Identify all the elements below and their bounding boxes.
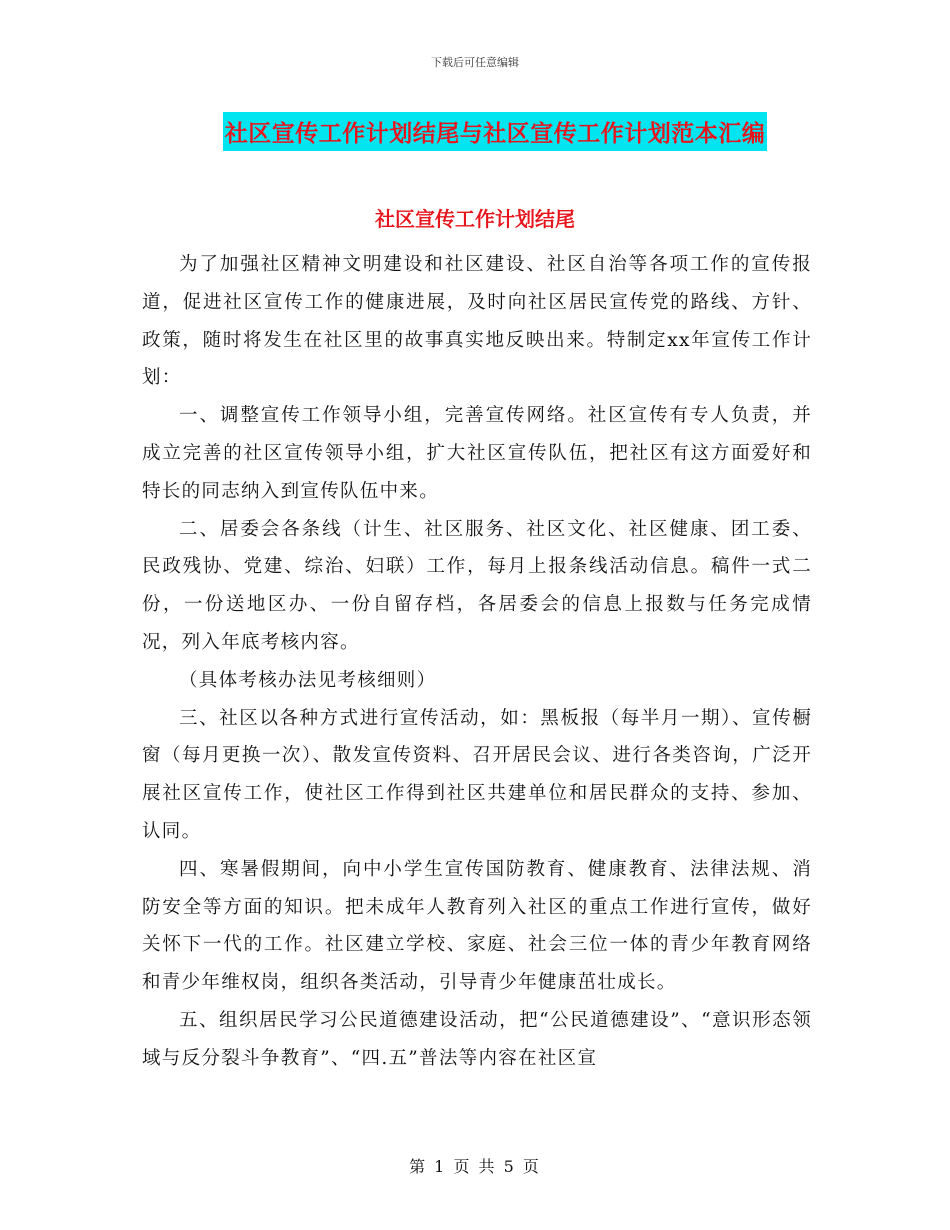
paragraph-item-4: 四、寒暑假期间，向中小学生宣传国防教育、健康教育、法律法规、消防安全等方面的知识。把未成年人教育列入社区的重点工作进行宣传，做好关怀下一代的工作。社区建立学校、家庭、社会三位一体的青少年教育网络和青少年维权岗，组织各类活动，引导青少年健康茁壮成长。: [142, 858, 812, 994]
paragraph-item-5: 五、组织居民学习公民道德建设活动，把“公民道德建设”、“意识形态领域与反分裂斗争教育”、“四.五”普法等内容在社区宣: [142, 1009, 812, 1069]
header-note: 下载后可任意编辑: [431, 56, 519, 69]
paragraph-intro: 为了加强社区精神文明建设和社区建设、社区自治等各项工作的宣传报道，促进社区宣传工作的健康进展，及时向社区居民宣传党的路线、方针、政策，随时将发生在社区里的故事真实地反映出来。特制定xx年宣传工作计划：: [142, 254, 812, 389]
document-title-wrap: [0, 112, 950, 151]
paragraph-item-1: 一、调整宣传工作领导小组，完善宣传网络。社区宣传有专人负责，并成立完善的社区宣传领导小组，扩大社区宣传队伍，把社区有这方面爱好和特长的同志纳入到宣传队伍中来。: [142, 405, 812, 502]
section-title: 社区宣传工作计划结尾: [375, 207, 575, 231]
paragraph-item-3: 三、社区以各种方式进行宣传活动，如：黑板报（每半月一期）、宣传橱窗（每月更换一次）、散发宣传资料、召开居民会议、进行各类咨询，广泛开展社区宣传工作，使社区工作得到社区共建单位和居民群众的支持、参加、认同。: [142, 707, 812, 842]
paragraph-note: （具体考核办法见考核细则）: [179, 669, 437, 691]
paragraph-item-2: 二、居委会各条线（计生、社区服务、社区文化、社区健康、团工委、民政残协、党建、综治、妇联）工作，每月上报条线活动信息。稿件一式二份，一份送地区办、一份自留存档，各居委会的信息上报数与任务完成情况，列入年底考核内容。: [142, 518, 812, 653]
document-body: [142, 246, 812, 1078]
document-title: 社区宣传工作计划结尾与社区宣传工作计划范本汇编: [223, 112, 768, 151]
page-indicator: 第 1 页 共 5 页: [409, 1157, 541, 1176]
